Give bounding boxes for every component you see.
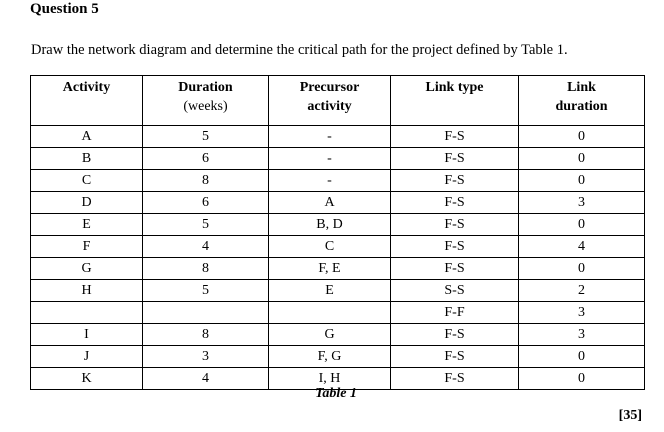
cell-link-duration: 0 — [519, 258, 645, 280]
cell-precursor: A — [269, 192, 391, 214]
cell-link-type: F-S — [391, 346, 519, 368]
cell-link-type: F-S — [391, 214, 519, 236]
cell-duration: 6 — [143, 148, 269, 170]
cell-precursor: - — [269, 126, 391, 148]
cell-activity: C — [31, 170, 143, 192]
table-row — [31, 280, 645, 302]
cell-link-duration: 0 — [519, 126, 645, 148]
cell-precursor — [269, 302, 391, 324]
cell-precursor: - — [269, 148, 391, 170]
table-header-row — [31, 76, 645, 126]
table-row — [31, 324, 645, 346]
cell-link-type: F-S — [391, 126, 519, 148]
cell-activity: D — [31, 192, 143, 214]
cell-activity — [31, 302, 143, 324]
table-row — [31, 214, 645, 236]
header-duration-unit: (weeks) — [183, 99, 228, 114]
cell-precursor: I, H — [269, 368, 391, 390]
header-precursor-label-line2: activity — [307, 99, 352, 114]
cell-activity: E — [31, 214, 143, 236]
table-row — [31, 346, 645, 368]
cell-precursor: - — [269, 170, 391, 192]
cell-activity: J — [31, 346, 143, 368]
cell-link-duration: 4 — [519, 236, 645, 258]
header-link-duration — [519, 76, 645, 126]
question-instruction: Draw the network diagram and determine the critical path for the project defined by Table 1. — [31, 42, 568, 58]
cell-duration: 8 — [143, 170, 269, 192]
header-link-type-label: Link type — [425, 80, 484, 95]
cell-link-type: F-S — [391, 368, 519, 390]
cell-link-type: F-S — [391, 236, 519, 258]
header-link-type — [391, 76, 519, 126]
cell-link-duration: 3 — [519, 302, 645, 324]
question-heading: Question 5 — [30, 1, 99, 17]
cell-link-duration: 3 — [519, 192, 645, 214]
table-row — [31, 302, 645, 324]
cell-activity: K — [31, 368, 143, 390]
table-row — [31, 126, 645, 148]
cell-link-duration: 0 — [519, 214, 645, 236]
header-activity-label: Activity — [62, 80, 111, 95]
cell-link-type: S-S — [391, 280, 519, 302]
header-activity — [31, 76, 143, 126]
cell-duration: 5 — [143, 214, 269, 236]
header-duration-label: Duration — [178, 80, 233, 95]
cell-precursor: G — [269, 324, 391, 346]
cell-duration: 4 — [143, 368, 269, 390]
cell-activity: I — [31, 324, 143, 346]
cell-link-duration: 3 — [519, 324, 645, 346]
cell-link-type: F-S — [391, 170, 519, 192]
cell-link-duration: 0 — [519, 148, 645, 170]
activity-table — [30, 75, 645, 390]
cell-activity: A — [31, 126, 143, 148]
cell-duration: 3 — [143, 346, 269, 368]
cell-duration: 6 — [143, 192, 269, 214]
cell-activity: F — [31, 236, 143, 258]
cell-precursor: C — [269, 236, 391, 258]
header-duration — [143, 76, 269, 126]
cell-precursor: E — [269, 280, 391, 302]
cell-link-type: F-S — [391, 148, 519, 170]
table-body — [31, 126, 645, 390]
header-precursor-label: Precursor — [299, 80, 360, 95]
header-link-duration-label-line2: duration — [555, 99, 608, 114]
question-marks: [35] — [618, 408, 642, 423]
table-row — [31, 192, 645, 214]
cell-link-type: F-S — [391, 192, 519, 214]
cell-precursor: F, G — [269, 346, 391, 368]
table-row — [31, 170, 645, 192]
cell-duration — [143, 302, 269, 324]
cell-link-type: F-S — [391, 324, 519, 346]
cell-link-duration: 2 — [519, 280, 645, 302]
cell-activity: G — [31, 258, 143, 280]
table-row — [31, 148, 645, 170]
cell-link-duration: 0 — [519, 170, 645, 192]
cell-link-type: F-F — [391, 302, 519, 324]
cell-duration: 4 — [143, 236, 269, 258]
table-row — [31, 258, 645, 280]
table-caption: Table 1 — [315, 386, 357, 401]
cell-link-duration: 0 — [519, 368, 645, 390]
cell-duration: 5 — [143, 126, 269, 148]
cell-precursor: F, E — [269, 258, 391, 280]
cell-link-duration: 0 — [519, 346, 645, 368]
cell-link-type: F-S — [391, 258, 519, 280]
cell-activity: H — [31, 280, 143, 302]
cell-duration: 8 — [143, 324, 269, 346]
header-precursor — [269, 76, 391, 126]
cell-precursor: B, D — [269, 214, 391, 236]
header-link-duration-label: Link — [567, 80, 596, 95]
cell-duration: 5 — [143, 280, 269, 302]
table-row — [31, 236, 645, 258]
cell-duration: 8 — [143, 258, 269, 280]
cell-activity: B — [31, 148, 143, 170]
